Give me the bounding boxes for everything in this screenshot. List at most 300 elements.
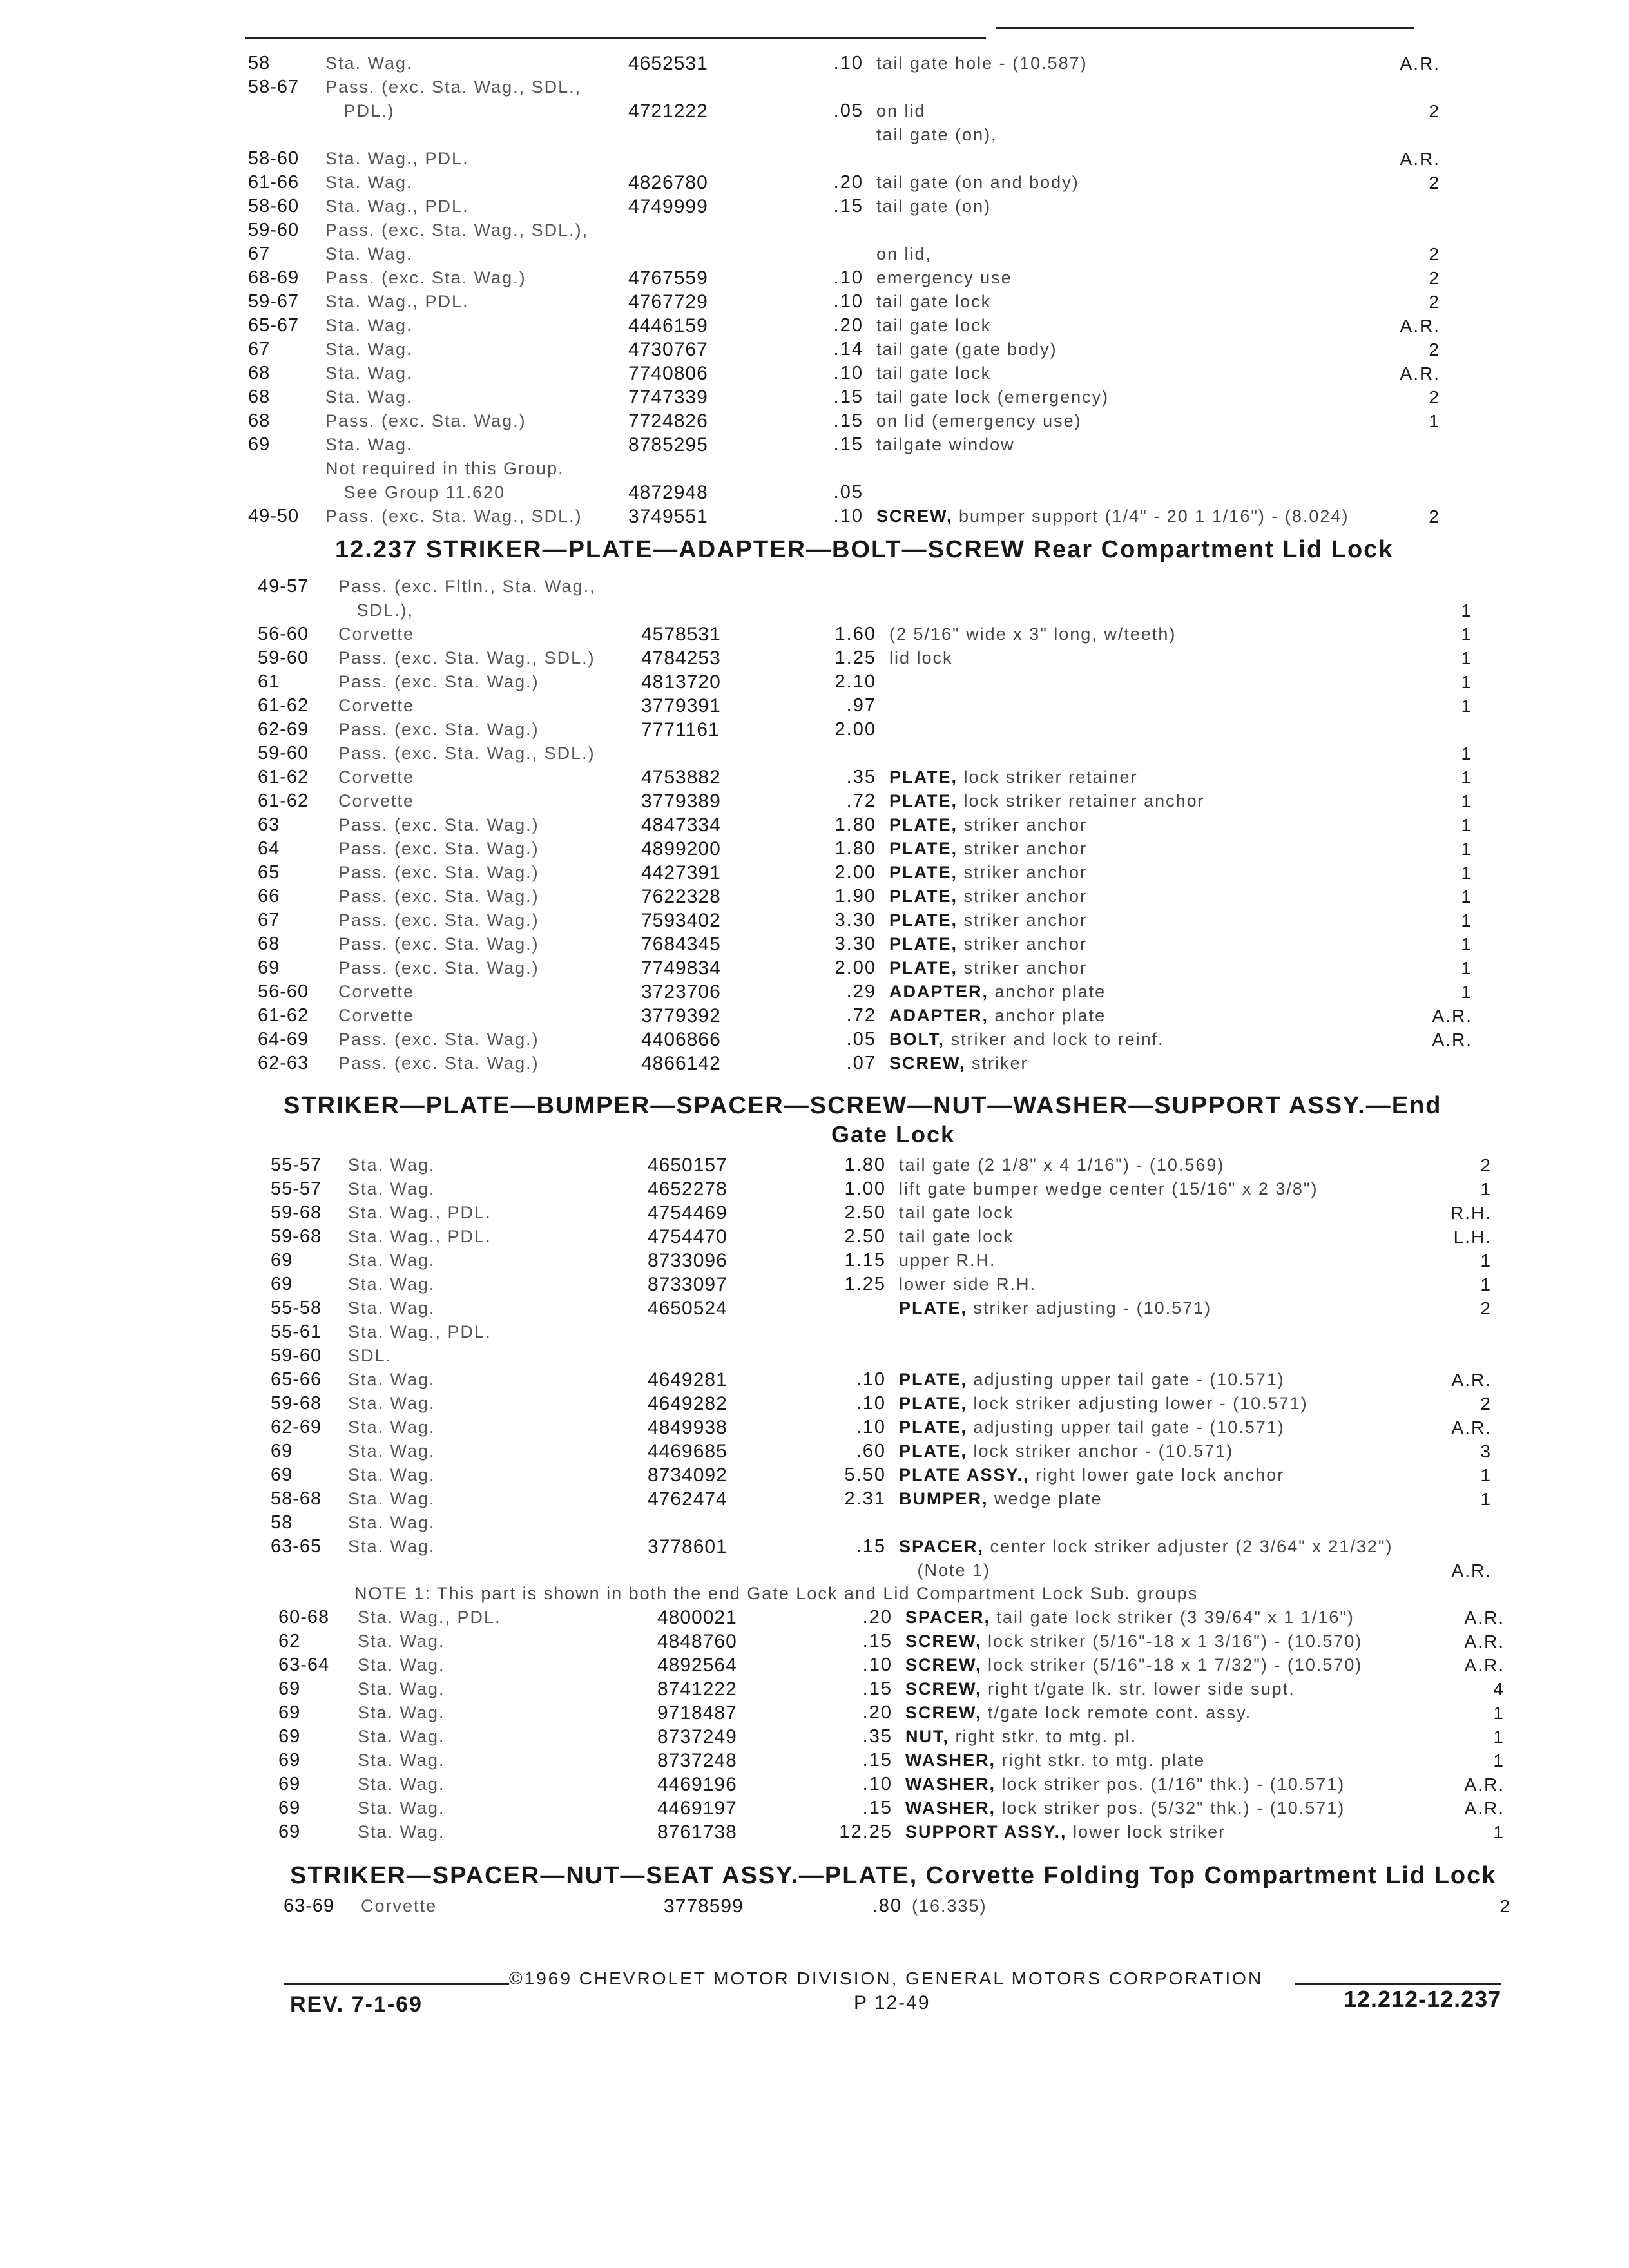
model-year: 63-64: [278, 1655, 330, 1675]
model-applicability: Pass. (exc. Sta. Wag.): [338, 910, 539, 930]
price: .72: [846, 1005, 876, 1026]
quantity: A.R.: [1464, 1655, 1505, 1675]
model-year: 69: [278, 1774, 301, 1794]
part-detail: (Note 1): [899, 1561, 991, 1580]
part-description: [876, 314, 991, 338]
quantity: A.R.: [1451, 1561, 1492, 1581]
part-detail: striker anchor: [958, 815, 1088, 834]
price: .10: [833, 506, 863, 526]
part-detail: lock striker pos. (1/16" thk.) - (10.571): [996, 1774, 1345, 1794]
part-number: 8734092: [648, 1465, 728, 1486]
model-applicability: Sta. Wag.: [348, 1179, 436, 1198]
part-description: [876, 290, 991, 314]
model-year: 68: [248, 363, 271, 383]
part-number: 7684345: [641, 934, 721, 955]
model-year: 55-61: [271, 1321, 322, 1342]
part-detail: on lid: [876, 101, 926, 120]
price: .15: [862, 1750, 892, 1771]
price: .15: [862, 1678, 892, 1699]
table-row: [0, 171, 1629, 195]
part-number: 4847334: [641, 814, 721, 836]
part-name: NUT,: [905, 1727, 949, 1746]
part-description: [905, 1820, 1226, 1844]
price: .14: [833, 339, 863, 360]
model-applicability: Pass. (exc. Sta. Wag.): [338, 720, 539, 739]
price: 2.00: [834, 957, 876, 978]
part-description: [899, 1463, 1284, 1487]
part-name: PLATE,: [889, 934, 958, 954]
quantity: A.R.: [1400, 53, 1440, 73]
part-number: 4469685: [648, 1441, 728, 1462]
part-number: 4866142: [641, 1053, 721, 1074]
part-number: 7771161: [641, 719, 720, 740]
price: 2.31: [844, 1488, 886, 1509]
part-detail: anchor plate: [988, 982, 1106, 1001]
price: 1.80: [844, 1155, 886, 1175]
model-year: 69: [278, 1726, 301, 1747]
part-detail: adjusting upper tail gate - (10.571): [967, 1418, 1285, 1437]
part-detail: tail gate (on and body): [876, 173, 1079, 192]
part-detail: striker: [965, 1053, 1028, 1073]
part-name: PLATE,: [889, 767, 958, 787]
part-description: [899, 1201, 1014, 1225]
model-year: 68: [258, 934, 280, 954]
table-row: [0, 1511, 1629, 1535]
model-year: 69: [271, 1250, 293, 1271]
group-range: 12.212-12.237: [1344, 1986, 1502, 2012]
table-row: [0, 789, 1629, 813]
table-row: [0, 505, 1629, 528]
quantity: 1: [1461, 791, 1472, 811]
price: .10: [833, 291, 863, 312]
quantity: 2: [1499, 1896, 1511, 1916]
table-row: [0, 1629, 1629, 1653]
part-detail: (16.335): [912, 1896, 987, 1916]
model-applicability: Sta. Wag.: [348, 1537, 436, 1556]
quantity: 1: [1493, 1822, 1505, 1842]
part-name: PLATE ASSY.,: [899, 1465, 1030, 1485]
model-applicability: Sta. Wag., PDL.: [348, 1227, 492, 1246]
part-description: [899, 1296, 1211, 1320]
part-name: PLATE,: [889, 839, 958, 858]
part-description: [876, 123, 998, 147]
price: 2.10: [834, 671, 876, 692]
quantity: A.R.: [1464, 1774, 1505, 1794]
part-number: 9718487: [657, 1702, 737, 1724]
part-number: 8733097: [648, 1274, 728, 1295]
part-description: [889, 765, 1138, 789]
section-heading-text: STRIKER—PLATE—BUMPER—SPACER—SCREW—NUT—WASHER—SUPPORT ASSY.—End: [284, 1092, 1442, 1119]
part-detail: bumper support (1/4" - 20 1 1/16") - (8.024): [952, 506, 1349, 526]
part-detail: lower lock striker: [1066, 1822, 1226, 1841]
model-applicability: Corvette: [338, 696, 415, 715]
part-detail: tail gate lock: [899, 1203, 1014, 1222]
model-applicability: Sta. Wag.: [348, 1370, 436, 1389]
part-description: [905, 1629, 1362, 1653]
part-number: 4406866: [641, 1029, 721, 1050]
part-number: 7740806: [628, 363, 708, 384]
price: 5.50: [844, 1465, 886, 1485]
section-end-gate-lock: [0, 1153, 1629, 1582]
top-rule-right: [996, 27, 1414, 29]
part-detail: right stkr. to mtg. plate: [996, 1751, 1206, 1770]
part-number: 4813720: [641, 671, 721, 693]
model-year: 69: [271, 1274, 293, 1294]
model-year: 56-60: [258, 981, 309, 1002]
model-applicability: Corvette: [338, 1006, 415, 1025]
part-description: [876, 99, 926, 123]
section-heading-end-gate-lock-line2: [831, 1121, 955, 1148]
price: .20: [833, 315, 863, 336]
quantity: 2: [1429, 292, 1440, 312]
part-description: [899, 1225, 1014, 1249]
part-description: [876, 505, 1349, 528]
part-number: 4730767: [628, 339, 708, 360]
part-name: PLATE,: [899, 1298, 967, 1318]
quantity: R.H.: [1451, 1203, 1492, 1223]
model-applicability: Corvette: [338, 624, 415, 644]
quantity: 2: [1480, 1298, 1492, 1318]
model-year: 58: [248, 53, 271, 73]
model-year: 55-57: [271, 1155, 322, 1175]
part-number: 7749834: [641, 957, 721, 979]
price: .10: [856, 1369, 886, 1390]
section-heading-text: 12.237 STRIKER—PLATE—ADAPTER—BOLT—SCREW Rear Compartment Lid Lock: [335, 536, 1394, 563]
part-name: PLATE,: [889, 863, 958, 882]
model-year: 67: [248, 244, 271, 264]
model-applicability: Sta. Wag.: [358, 1631, 445, 1651]
quantity: 2: [1429, 244, 1440, 264]
table-row: [0, 1559, 1629, 1582]
price: 1.80: [834, 838, 876, 859]
part-detail: emergency use: [876, 268, 1012, 287]
quantity: 1: [1461, 624, 1472, 644]
price: .10: [856, 1417, 886, 1437]
quantity: 1: [1480, 1179, 1492, 1199]
part-description: [889, 1028, 1164, 1052]
price: 1.25: [844, 1274, 886, 1294]
part-name: SCREW,: [905, 1631, 982, 1651]
part-description: [905, 1796, 1345, 1820]
part-description: [905, 1701, 1251, 1725]
part-detail: on lid (emergency use): [876, 411, 1082, 430]
part-number: 4427391: [641, 862, 721, 883]
quantity: 1: [1461, 696, 1472, 716]
model-applicability: Pass. (exc. Sta. Wag.): [338, 672, 539, 691]
part-detail: tail gate lock: [876, 316, 992, 335]
part-number: 4650524: [648, 1298, 728, 1319]
model-year: 55-58: [271, 1298, 322, 1318]
quantity: 2: [1429, 101, 1440, 121]
part-detail: striker anchor: [958, 839, 1088, 858]
model-applicability: Pass. (exc. Sta. Wag.): [338, 1053, 539, 1073]
part-detail: lock striker retainer anchor: [958, 791, 1205, 811]
page-number: P 12-49: [854, 1992, 930, 2013]
model-applicability: Not required in this Group.: [325, 459, 564, 478]
part-number: 4754469: [648, 1202, 728, 1224]
part-name: SCREW,: [876, 506, 953, 526]
price: .10: [833, 53, 863, 73]
quantity: 1: [1461, 958, 1472, 978]
table-row: [0, 1796, 1629, 1820]
model-applicability: Pass. (exc. Sta. Wag.): [338, 815, 539, 834]
quantity: 1: [1480, 1465, 1492, 1485]
quantity: 2: [1480, 1155, 1492, 1175]
section-heading-end-gate-lock: [284, 1092, 1442, 1120]
part-detail: tail gate lock: [876, 363, 992, 383]
price: 2.50: [844, 1202, 886, 1223]
quantity: 1: [1461, 601, 1472, 620]
table-row: [0, 52, 1629, 75]
table-row: [0, 861, 1629, 885]
part-detail: tailgate window: [876, 435, 1015, 454]
part-description: [899, 1559, 990, 1582]
part-number: 4899200: [641, 838, 721, 860]
model-applicability: Sta. Wag.: [325, 316, 413, 335]
model-applicability: Sta. Wag.: [325, 340, 413, 359]
model-year: 62-69: [271, 1417, 322, 1437]
part-description: [876, 52, 1088, 75]
quantity: A.R.: [1432, 1030, 1472, 1050]
model-year: 66: [258, 886, 280, 907]
part-description: [876, 171, 1079, 195]
part-description: [905, 1653, 1362, 1677]
model-applicability: Pass. (exc. Sta. Wag.): [338, 887, 539, 906]
table-row: [0, 218, 1629, 242]
part-detail: lock striker adjusting lower - (10.571): [967, 1394, 1308, 1413]
quantity: 1: [1493, 1751, 1505, 1771]
quantity: 1: [1461, 839, 1472, 859]
model-applicability: Sta. Wag., PDL.: [348, 1322, 492, 1341]
part-detail: lock striker retainer: [958, 767, 1138, 787]
model-applicability: PDL.): [325, 101, 395, 120]
model-year: 59-60: [248, 220, 300, 240]
quantity: A.R.: [1400, 316, 1440, 336]
part-detail: tail gate hole - (10.587): [876, 53, 1088, 73]
model-year: 58-60: [248, 196, 300, 216]
price: .05: [833, 101, 863, 121]
part-description: [876, 433, 1015, 457]
quantity: 1: [1461, 863, 1472, 883]
part-description: [876, 385, 1109, 409]
model-year: 61-62: [258, 1005, 309, 1026]
table-row: [0, 338, 1629, 361]
model-applicability: Sta. Wag.: [348, 1155, 436, 1175]
model-year: 64: [258, 838, 280, 859]
part-number: 8741222: [657, 1678, 737, 1700]
section-end-gate-lock-continued: [0, 1606, 1629, 1844]
table-row: [0, 1894, 1629, 1918]
part-number: 3723706: [641, 981, 721, 1003]
quantity: A.R.: [1451, 1418, 1492, 1437]
part-number: 3778599: [664, 1896, 744, 1917]
model-year: 61-62: [258, 767, 309, 787]
part-description: [876, 338, 1057, 361]
part-number: 8737249: [657, 1726, 737, 1747]
part-detail: tail gate (gate body): [876, 340, 1057, 359]
part-number: 3779389: [641, 791, 721, 812]
table-row: [0, 1201, 1629, 1225]
quantity: 2: [1429, 268, 1440, 288]
part-number: 4762474: [648, 1488, 728, 1510]
part-detail: striker anchor: [958, 934, 1088, 954]
part-name: WASHER,: [905, 1798, 996, 1818]
model-applicability: Corvette: [338, 982, 415, 1001]
model-year: 49-50: [248, 506, 300, 526]
model-applicability: Corvette: [338, 791, 415, 811]
model-year: 69: [248, 434, 271, 455]
table-row: [0, 1052, 1629, 1075]
part-number: 4650157: [648, 1155, 728, 1176]
model-year: 69: [271, 1465, 293, 1485]
part-number: 3749551: [628, 506, 708, 527]
part-description: [889, 861, 1087, 885]
part-detail: striker adjusting - (10.571): [967, 1298, 1212, 1318]
table-row: [0, 1653, 1629, 1677]
part-name: PLATE,: [899, 1418, 967, 1437]
model-applicability: Corvette: [338, 767, 415, 787]
table-row: [0, 290, 1629, 314]
model-year: 59-68: [271, 1226, 322, 1247]
part-number: 4849938: [648, 1417, 728, 1438]
part-name: ADAPTER,: [889, 982, 989, 1001]
price: .10: [833, 363, 863, 383]
part-detail: anchor plate: [988, 1006, 1106, 1025]
table-row: [0, 1773, 1629, 1796]
part-name: SCREW,: [905, 1679, 982, 1698]
section-heading-12-237: [335, 536, 1393, 564]
price: 12.25: [839, 1821, 892, 1842]
table-row: [0, 885, 1629, 908]
model-applicability: SDL.),: [338, 601, 414, 620]
part-name: SCREW,: [889, 1053, 966, 1073]
part-name: SPACER,: [905, 1608, 991, 1627]
part-description: [876, 266, 1012, 290]
price: 1.00: [844, 1178, 886, 1199]
model-year: 59-67: [248, 291, 300, 312]
part-description: [889, 932, 1087, 956]
table-row: [0, 1439, 1629, 1463]
section-heading-corvette-folding-top: [290, 1862, 1496, 1890]
part-detail: tail gate (2 1/8" x 4 1/16") - (10.569): [899, 1155, 1225, 1175]
model-applicability: Pass. (exc. Sta. Wag.): [338, 1030, 539, 1049]
part-number: 4753882: [641, 767, 721, 788]
part-number: 4578531: [641, 624, 721, 645]
price: .20: [833, 172, 863, 193]
part-description: [889, 1004, 1106, 1028]
part-name: SCREW,: [905, 1655, 982, 1675]
model-applicability: Sta. Wag.: [325, 363, 413, 383]
price: .35: [862, 1726, 892, 1747]
part-name: WASHER,: [905, 1774, 996, 1794]
model-year: 69: [278, 1750, 301, 1771]
price: .72: [846, 791, 876, 811]
section-corvette-folding-top: [0, 1894, 1629, 1918]
part-description: [905, 1606, 1354, 1629]
part-description: [899, 1439, 1233, 1463]
model-year: 55-57: [271, 1178, 322, 1199]
model-applicability: Pass. (exc. Sta. Wag., SDL.): [338, 648, 595, 668]
table-row: [0, 1392, 1629, 1416]
table-row: [0, 361, 1629, 385]
part-number: 4749999: [628, 196, 708, 217]
table-row: [0, 1273, 1629, 1296]
model-year: 61: [258, 671, 280, 692]
quantity: 4: [1493, 1679, 1505, 1699]
part-detail: lower side R.H.: [899, 1274, 1037, 1294]
part-name: SUPPORT ASSY.,: [905, 1822, 1067, 1841]
part-detail: adjusting upper tail gate - (10.571): [967, 1370, 1285, 1389]
model-applicability: Sta. Wag.: [325, 387, 413, 407]
part-description: [876, 361, 991, 385]
table-row: [0, 1177, 1629, 1201]
model-year: 69: [278, 1702, 301, 1723]
model-applicability: Sta. Wag.: [325, 53, 413, 73]
table-row: [0, 1249, 1629, 1273]
part-name: SPACER,: [899, 1537, 985, 1556]
table-row: [0, 1749, 1629, 1773]
quantity: 1: [1461, 910, 1472, 930]
part-number: 7593402: [641, 910, 721, 931]
table-row: [0, 147, 1629, 171]
table-row: [0, 481, 1629, 505]
model-year: 62: [278, 1631, 301, 1651]
model-applicability: See Group 11.620: [325, 483, 506, 502]
table-row: [0, 837, 1629, 861]
table-row: [0, 575, 1629, 599]
price: .15: [862, 1798, 892, 1818]
model-applicability: Sta. Wag., PDL.: [348, 1203, 492, 1222]
part-description: [912, 1894, 987, 1918]
price: .15: [833, 196, 863, 216]
price: .15: [856, 1536, 886, 1557]
model-year: 58: [271, 1512, 293, 1533]
part-detail: wedge plate: [988, 1489, 1103, 1508]
quantity: 2: [1429, 506, 1440, 526]
table-row: [0, 599, 1629, 622]
model-applicability: Sta. Wag.: [358, 1822, 445, 1841]
model-year: 67: [258, 910, 280, 930]
part-description: [899, 1249, 996, 1273]
part-detail: lid lock: [889, 648, 953, 668]
table-row: [0, 1004, 1629, 1028]
footer-rule-right: [1295, 1983, 1501, 1985]
quantity: 1: [1461, 982, 1472, 1002]
table-row: [0, 1344, 1629, 1368]
quantity: 1: [1461, 767, 1472, 787]
part-name: PLATE,: [889, 910, 958, 930]
table-row: [0, 75, 1629, 99]
model-applicability: Sta. Wag., PDL.: [325, 197, 469, 216]
table-row: [0, 457, 1629, 481]
price: .15: [862, 1631, 892, 1651]
part-description: [889, 837, 1087, 861]
part-description: [899, 1153, 1224, 1177]
part-detail: lock striker anchor - (10.571): [967, 1441, 1234, 1461]
model-year: 65-66: [271, 1369, 322, 1390]
model-year: 61-62: [258, 695, 309, 716]
quantity: 1: [1480, 1274, 1492, 1294]
price: .80: [872, 1896, 902, 1916]
model-applicability: Sta. Wag.: [325, 435, 413, 454]
quantity: 1: [1461, 648, 1472, 668]
model-year: 69: [271, 1441, 293, 1461]
model-applicability: Corvette: [361, 1896, 438, 1916]
model-applicability: SDL.: [348, 1346, 392, 1365]
model-applicability: Sta. Wag., PDL.: [325, 292, 469, 311]
quantity: 1: [1493, 1703, 1505, 1723]
model-year: 61-66: [248, 172, 300, 193]
